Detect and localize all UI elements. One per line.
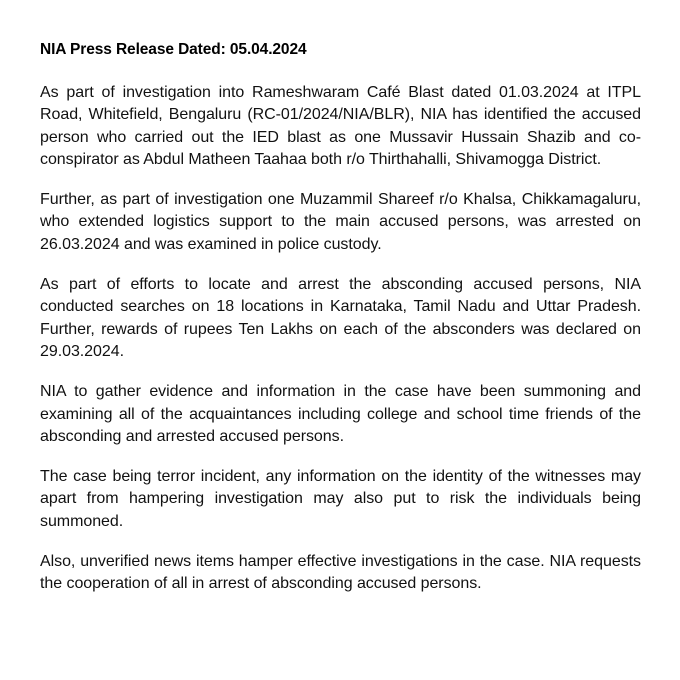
page-title: NIA Press Release Dated: 05.04.2024 [40, 41, 307, 58]
document-body [40, 82, 641, 596]
paragraph-investigation-summary: As part of investigation into Rameshwaram Café Blast dated 01.03.2024 at ITPL Road, Whitefield, Bengaluru (RC-01/2024/NIA/BLR), NIA has identified the accused person who carried out the IED blast as one Mussavir Hussain Shazib and co-conspirator as Abdul Matheen Taahaa both r/o Thirthahalli, Shivamogga District. [40, 84, 641, 168]
paragraph-arrest-muzammil-shareef: Further, as part of investigation one Muzammil Shareef r/o Khalsa, Chikkamagaluru, who extended logistics support to the main accused persons, was arrested on 26.03.2024 and was examined in police custody. [40, 191, 641, 253]
paragraph-searches-and-rewards: As part of efforts to locate and arrest the absconding accused persons, NIA conducted searches on 18 locations in Karnataka, Tamil Nadu and Uttar Pradesh. Further, rewards of rupees Ten Lakhs on each of the absconders was declared on 29.03.2024. [40, 276, 641, 360]
paragraph-evidence-gathering: NIA to gather evidence and information in the case have been summoning and examining all of the acquaintances including college and school time friends of the absconding and arrested accused persons. [40, 383, 641, 445]
paragraph-unverified-news-appeal: Also, unverified news items hamper effective investigations in the case. NIA requests the cooperation of all in arrest of absconding accused persons. [40, 553, 641, 593]
paragraph-witness-identity-risk: The case being terror incident, any information on the identity of the witnesses may apart from hampering investigation may also put to risk the individuals being summoned. [40, 468, 641, 530]
